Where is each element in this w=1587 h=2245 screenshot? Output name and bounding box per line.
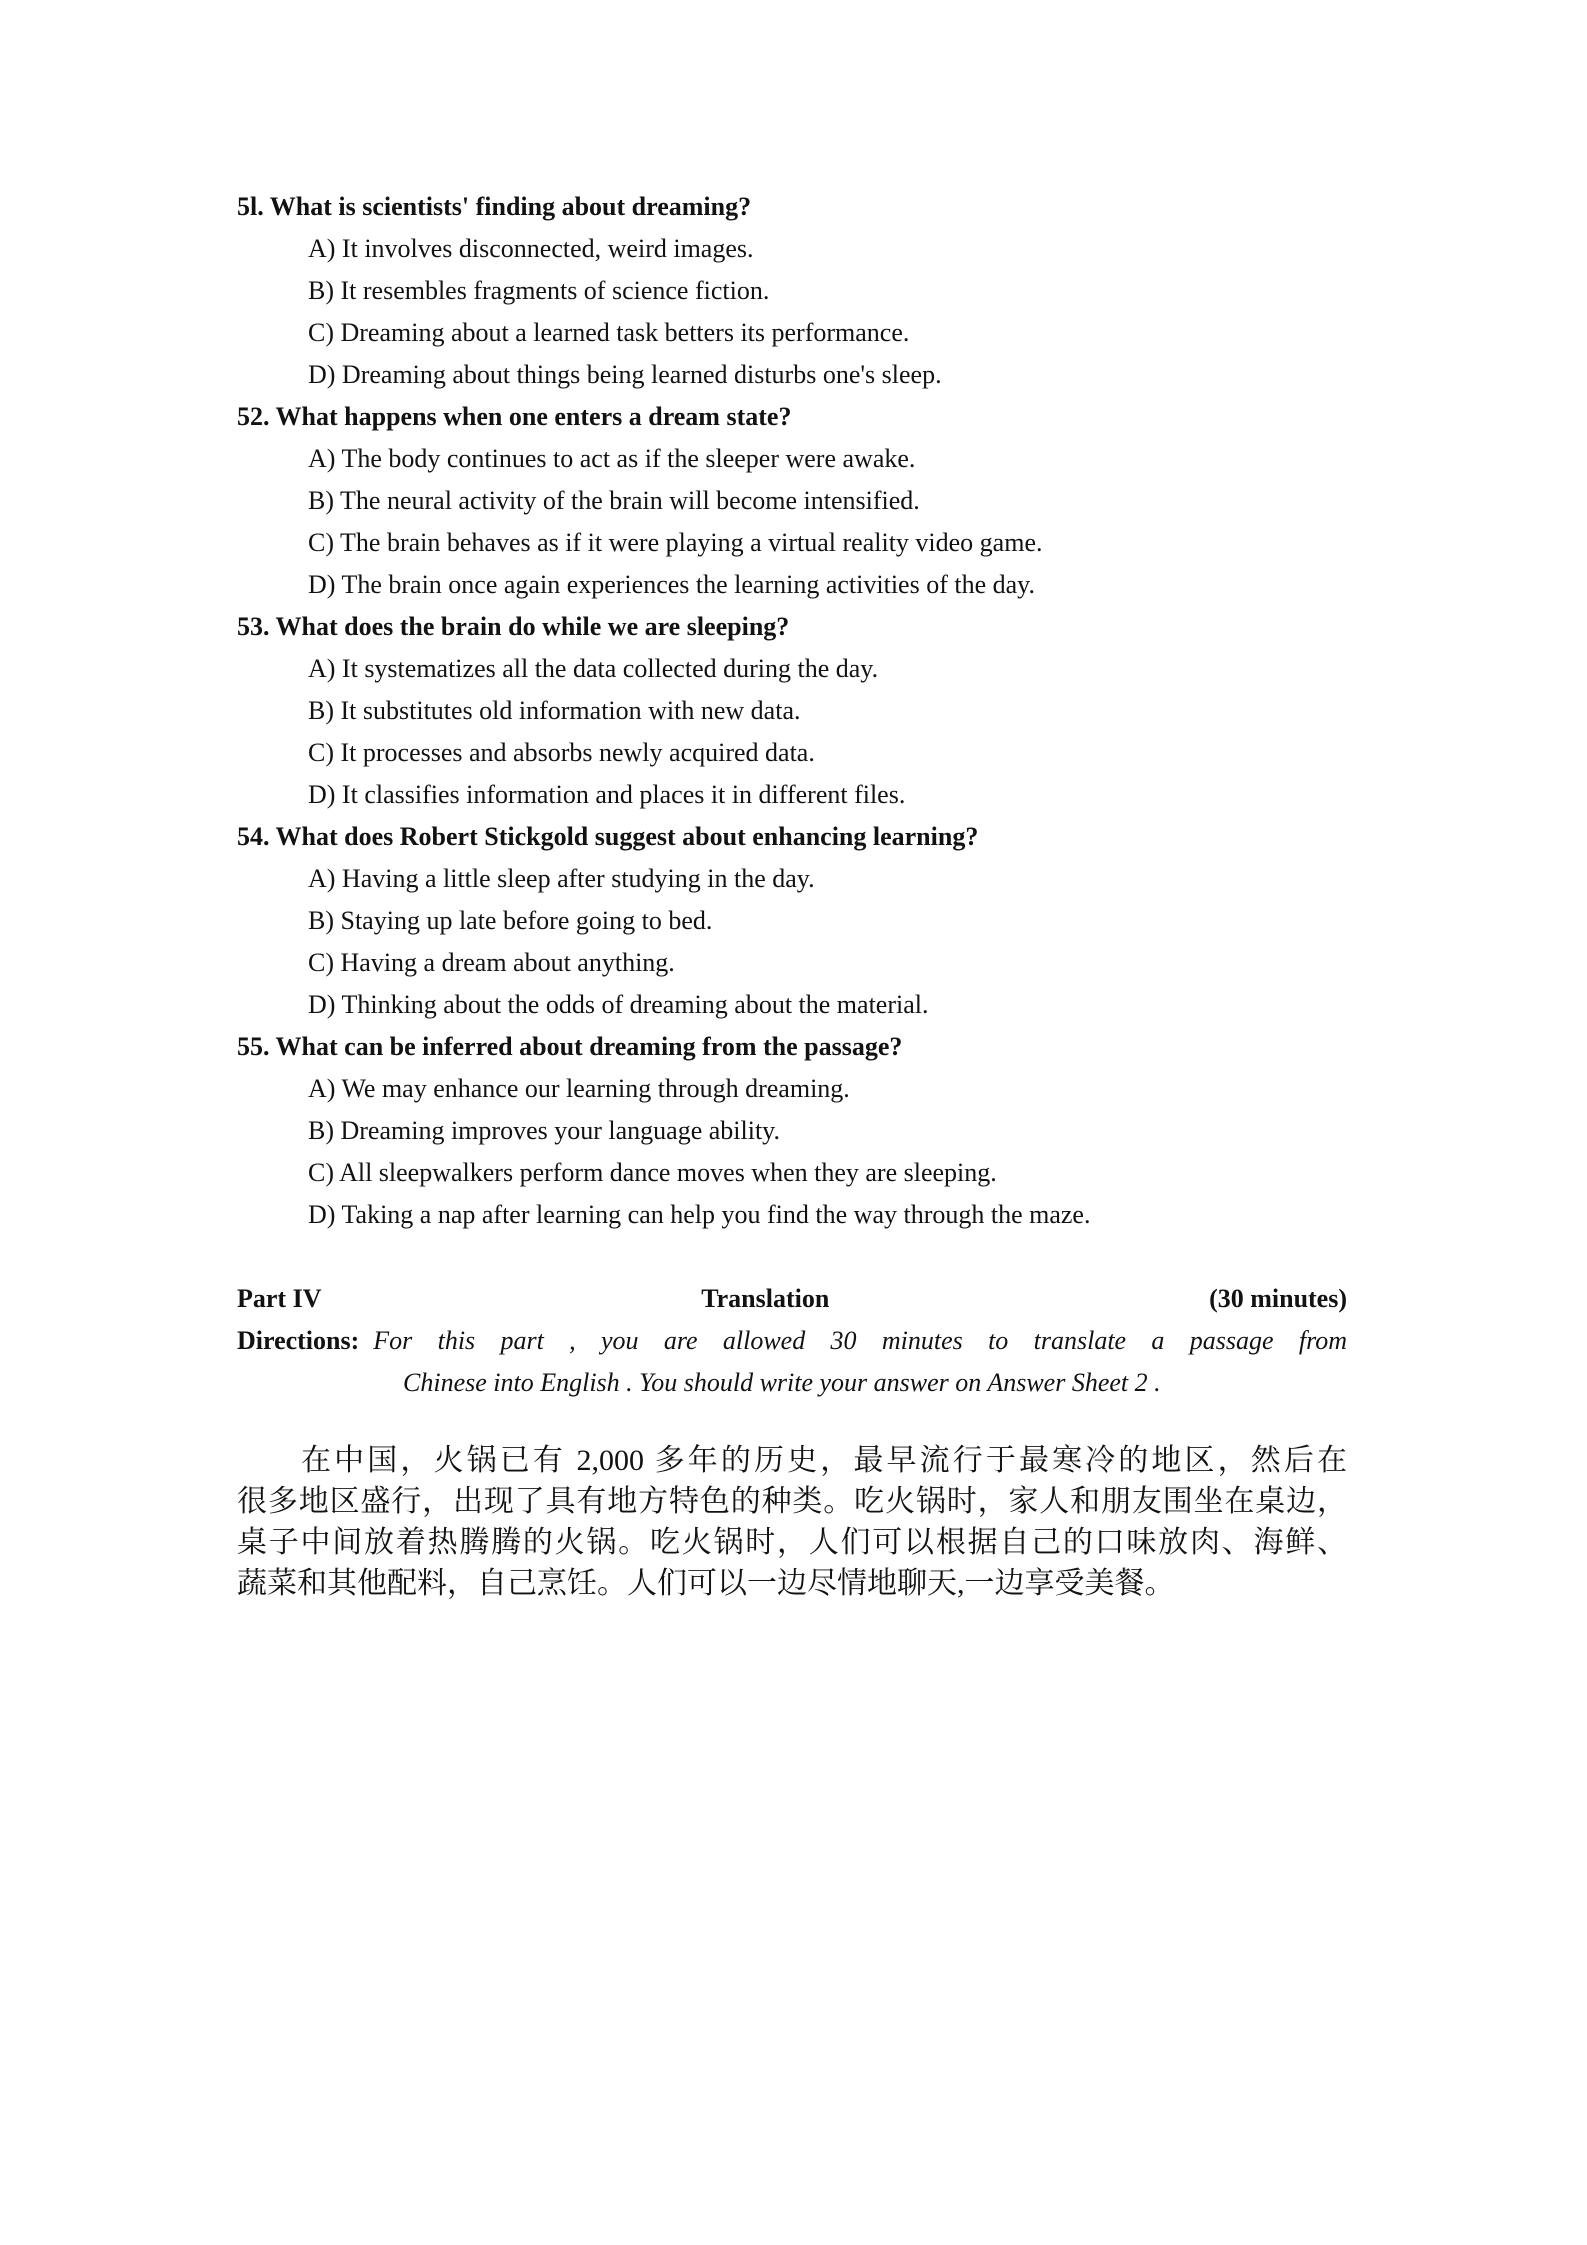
question-stem: 52. What happens when one enters a dream state?: [237, 402, 792, 431]
question-option: D) It classifies information and places it in different files.: [308, 780, 906, 809]
question-option: B) Dreaming improves your language ability.: [308, 1116, 780, 1145]
question-option: A) The body continues to act as if the sleeper were awake.: [308, 444, 916, 473]
directions-label: Directions:: [237, 1326, 360, 1355]
question-block: [237, 396, 1347, 606]
translation-passage-line: 蔬菜和其他配料，自己烹饪。人们可以一边尽情地聊天,一边享受美餐。: [237, 1567, 1175, 1600]
question-block: [237, 816, 1347, 1026]
question-option: D) Dreaming about things being learned disturbs one's sleep.: [308, 360, 942, 389]
question-option: B) It resembles fragments of science fiction.: [308, 276, 770, 305]
translation-section: [237, 1278, 1347, 1604]
question-option: D) Taking a nap after learning can help you find the way through the maze.: [308, 1200, 1091, 1229]
reading-questions-section: [237, 186, 1347, 1236]
question-option: C) Having a dream about anything.: [308, 948, 675, 977]
question-option: C) Dreaming about a learned task betters its performance.: [308, 318, 910, 347]
question-option: C) All sleepwalkers perform dance moves when they are sleeping.: [308, 1158, 997, 1187]
question-stem: 5l. What is scientists' finding about dreaming?: [237, 192, 752, 221]
question-stem: 55. What can be inferred about dreaming from the passage?: [237, 1032, 903, 1061]
question-option: A) Having a little sleep after studying in the day.: [308, 864, 815, 893]
directions-text-line2: Chinese into English . You should write your answer on Answer Sheet 2 .: [403, 1368, 1161, 1397]
part-duration: (30 minutes): [1209, 1284, 1347, 1313]
question-option: B) The neural activity of the brain will become intensified.: [308, 486, 920, 515]
question-block: [237, 1026, 1347, 1236]
part-label: Part IV: [237, 1284, 322, 1313]
translation-passage: [237, 1440, 1347, 1604]
directions-line: [237, 1320, 1347, 1362]
question-option: C) It processes and absorbs newly acquired data.: [308, 738, 815, 767]
question-stem: 54. What does Robert Stickgold suggest about enhancing learning?: [237, 822, 979, 851]
page-content: [237, 186, 1347, 1604]
question-stem: 53. What does the brain do while we are sleeping?: [237, 612, 790, 641]
question-option: D) The brain once again experiences the learning activities of the day.: [308, 570, 1035, 599]
directions-text-line1: For this part , you are allowed 30 minutes to translate a passage from: [373, 1326, 1347, 1355]
question-option: A) We may enhance our learning through dreaming.: [308, 1074, 850, 1103]
part-header: [237, 1278, 1347, 1320]
question-option: A) It involves disconnected, weird images.: [308, 234, 754, 263]
translation-passage-line: 在中国，火锅已有 2,000 多年的历史，最早流行于最寒冷的地区，然后在: [301, 1444, 1347, 1477]
directions-line: [237, 1362, 1347, 1404]
translation-passage-line: 很多地区盛行，出现了具有地方特色的种类。吃火锅时，家人和朋友围坐在桌边，: [237, 1485, 1347, 1518]
question-option: A) It systematizes all the data collected during the day.: [308, 654, 879, 683]
question-block: [237, 606, 1347, 816]
question-option: B) It substitutes old information with new data.: [308, 696, 801, 725]
question-option: D) Thinking about the odds of dreaming about the material.: [308, 990, 929, 1019]
translation-passage-line: 桌子中间放着热腾腾的火锅。吃火锅时，人们可以根据自己的口味放肉、海鲜、: [237, 1526, 1347, 1559]
part-title: Translation: [701, 1284, 830, 1313]
question-option: C) The brain behaves as if it were playing a virtual reality video game.: [308, 528, 1043, 557]
question-block: [237, 186, 1347, 396]
question-option: B) Staying up late before going to bed.: [308, 906, 713, 935]
